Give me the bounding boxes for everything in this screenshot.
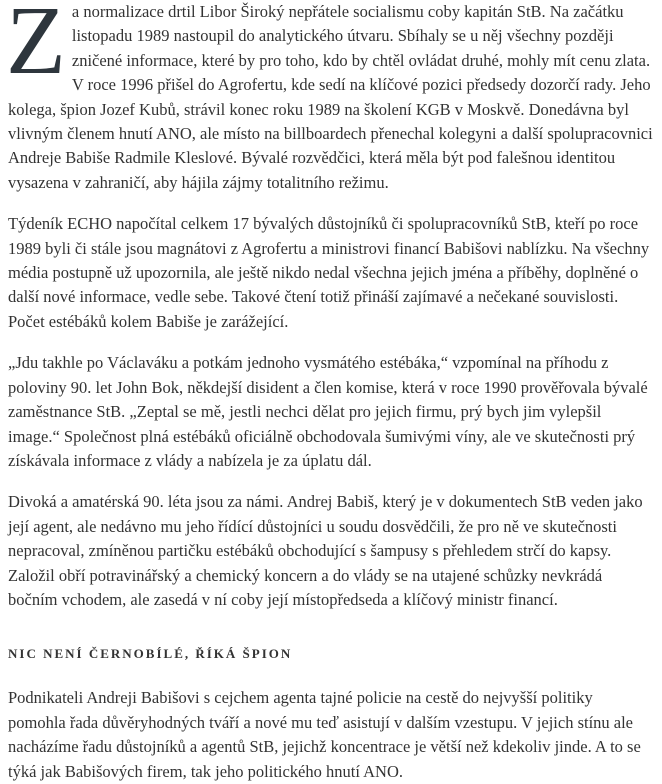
paragraph-section-intro: Podnikateli Andreji Babišovi s cejchem agenta tajné policie na cestě do nejvyšší politiky pomohla řada důvěryhodných tváří a nové mu teď asistují v dalším vzestupu. V jejich stínu ale nacházíme řadu důstojníků a agentů StB, jejichž koncentrace je větší než kdekoliv jinde. A to se týká jak Babišových firem, tak jeho politického hnutí ANO. bbox=[8, 688, 641, 781]
paragraph-john-bok-quote: „Jdu takhle po Václaváku a potkám jednoho vysmátého estébáka,“ vzpomínal na příhodu z poloviny 90. let John Bok, někdejší disident a člen komise, která v roce 1990 prověřovala bývalé zaměstnance StB. „Zeptal se mě, jestli nechci dělat pro jejich firmu, prý bych jim vylepšil image.“ Společnost plná estébáků oficiálně obchodovala šumivými víny, ale ve skutečnosti prý získávala informace z vlády a nabízela je za úplatu dál. bbox=[8, 353, 648, 470]
paragraph-echo-count: Týdeník ECHO napočítal celkem 17 bývalých důstojníků či spolupracovníků StB, kteří po roce 1989 byli či stále jsou magnátovi z Agrofertu a ministrovi financí Babišovi nablízku. Na všechny média postupně už upozornila, ale ještě nikdo nedal všechna jejich jména a příběhy, doplněné o další nové informace, vedle sebe. Takové čtení totiž přináší zajímavé a nečekané souvislosti. Počet estébáků kolem Babiše je zarážející. bbox=[8, 214, 650, 331]
lead-paragraph-text: a normalizace drtil Libor Široký nepřátele socialismu coby kapitán StB. Na začátku listopadu 1989 nastoupil do analytického útvaru. Sbíhaly se u něj všechny později zničené informace, které by pro toho, kdo by chtěl ovládat druhé, mohly mít cenu zlata. V roce 1996 přišel do Agrofertu, kde sedí na klíčové pozici předsedy dozorčí rady. Jeho kolega, špion Jozef Kubů, strávil konec roku 1989 na školení KGB v Moskvě. Donedávna byl vlivným členem hnutí ANO, ale místo na billboardech přenechal kolegyni a další spolupracovnici Andreje Babiše Radmile Kleslové. Bývalé rozvědčici, která měla být pod falešnou identitou vysazena v zahraničí, aby hájila zájmy totalitního režimu. bbox=[8, 2, 653, 192]
lead-paragraph bbox=[8, 0, 654, 195]
drop-cap: Z bbox=[6, 0, 66, 95]
section-heading: NIC NENÍ ČERNOBÍLÉ, ŘÍKÁ ŠPION bbox=[8, 646, 293, 662]
paragraph-divoka-90-leta: Divoká a amatérská 90. léta jsou za námi. Andrej Babiš, který je v dokumentech StB veden jako její agent, ale nedávno mu jeho řídící důstojníci u soudu dosvědčili, že pro ně ve skutečnosti nepracoval, zmíněnou partičku estébáků obchodující s šampusy s přehledem strčí do kapsy. Založil obří potravinářský a chemický koncern a do vlády se na utajené schůzky nevkrádá bočním vchodem, ale zasedá v ní coby její místopředseda a klíčový ministr financí. bbox=[8, 492, 643, 609]
